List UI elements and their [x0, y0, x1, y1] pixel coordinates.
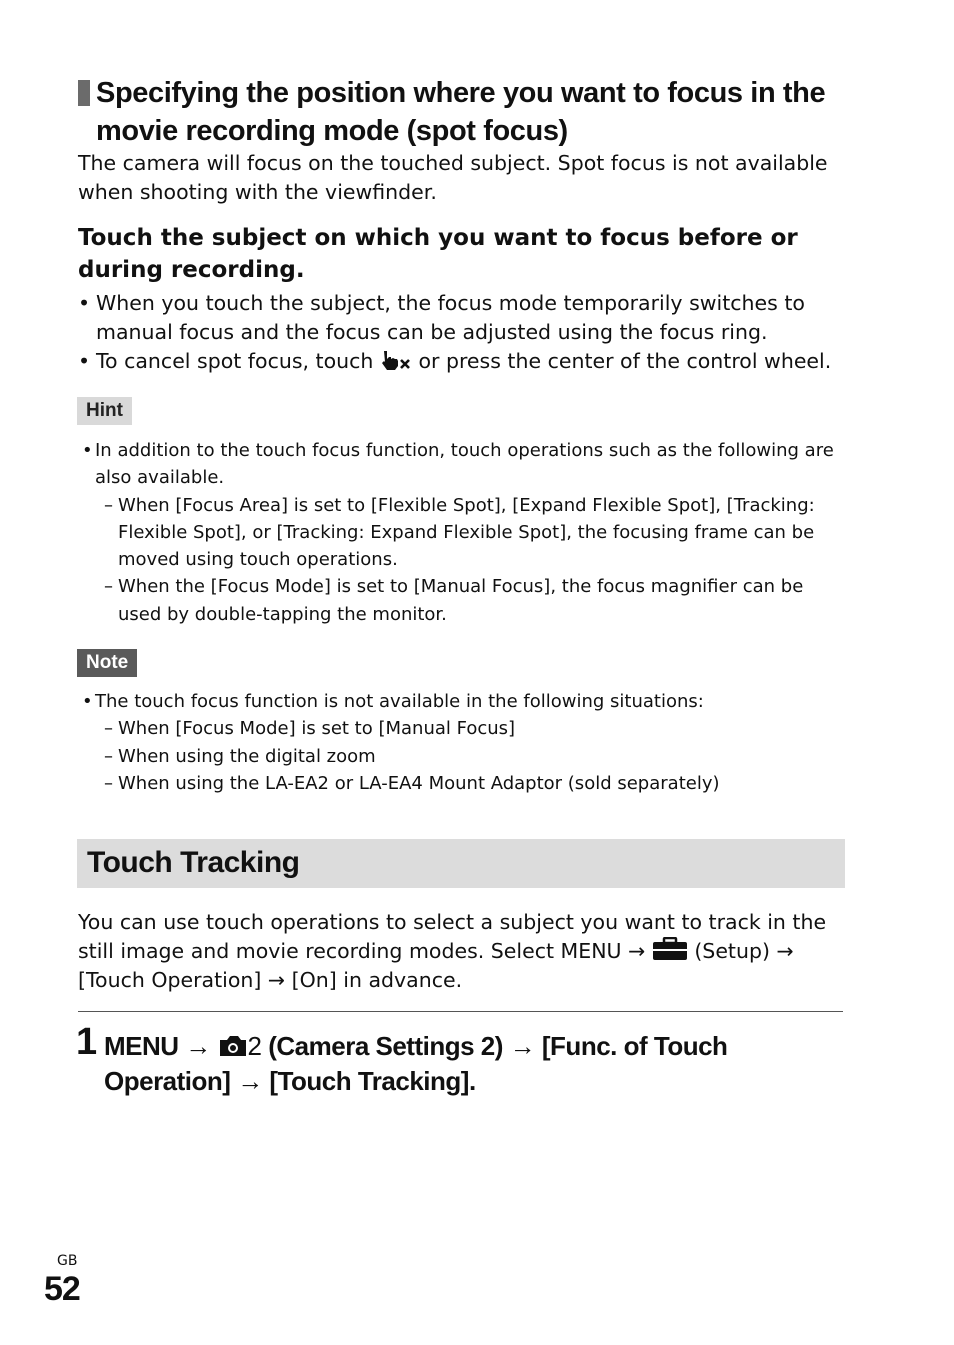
intro-text: [Touch Operation] — [78, 968, 262, 992]
bullet-item: • To cancel spot focus, touch or press the center of the control wheel. — [78, 349, 832, 373]
page-number: 52 — [44, 1270, 80, 1308]
hint-subitem: – When the [Focus Mode] is set to [Manual Focus], the focus magnifier can be used by double-tapping the monitor. — [104, 576, 804, 625]
step-part: [Func. of Touch Operation] — [104, 1031, 728, 1096]
step-tab-number: 2 — [247, 1031, 262, 1061]
arrow-icon: → — [237, 1066, 263, 1096]
divider — [78, 1011, 843, 1012]
bullet-item: • When you touch the subject, the focus mode temporarily switches to manual focus and the focus can be adjusted using the focus ring. — [78, 291, 805, 344]
note-subitem: – When using the LA-EA2 or LA-EA4 Mount Adaptor (sold separately) — [104, 772, 720, 794]
intro-text: You can use touch operations to select a subject you want to track in the still image and movie recording modes. Select MENU — [78, 910, 827, 963]
hint-subitem-text: When the [Focus Mode] is set to [Manual Focus], the focus magnifier can be used by double-tapping the monitor. — [118, 576, 804, 625]
arrow-icon: → — [267, 968, 286, 992]
touch-tracking-header — [77, 839, 845, 888]
cancel-spot-focus-icon — [380, 349, 412, 371]
arrow-icon: → — [628, 939, 646, 963]
toolbox-icon — [652, 937, 688, 961]
arrow-icon: → — [509, 1031, 536, 1061]
hint-label: Hint — [77, 397, 132, 425]
camera-icon — [218, 1034, 248, 1058]
note-subitem-text: When [Focus Mode] is set to [Manual Focus] — [118, 718, 516, 740]
step-menu: MENU — [104, 1031, 179, 1061]
hint-block — [82, 437, 852, 628]
hint-item: • In addition to the touch focus function, touch operations such as the following are also available. — [82, 440, 834, 489]
note-label: Note — [77, 649, 137, 677]
note-subitem: – When [Focus Mode] is set to [Manual Focus] — [104, 718, 516, 740]
note-subitem: – When using the digital zoom — [104, 745, 376, 767]
touch-tracking-title: Touch Tracking — [87, 846, 300, 879]
step-part: (Camera Settings 2) — [268, 1031, 503, 1061]
arrow-icon: → — [185, 1031, 211, 1061]
step-text — [104, 1029, 849, 1099]
note-subitem-text: When using the digital zoom — [118, 745, 376, 767]
bullet-text: When you touch the subject, the focus mode temporarily switches to manual focus and the focus can be adjusted using the focus ring. — [96, 291, 805, 344]
bullet-text: or press the center of the control wheel. — [418, 349, 832, 373]
note-item: • The touch focus function is not available in the following situations: — [82, 691, 704, 712]
step-part: [Touch Tracking]. — [269, 1066, 476, 1096]
instruction-heading: Touch the subject on which you want to focus before or during recording. — [78, 225, 798, 283]
note-subitem-text: When using the LA-EA2 or LA-EA4 Mount Adaptor (sold separately) — [118, 772, 720, 794]
hint-subitem-text: When [Focus Area] is set to [Flexible Spot], [Expand Flexible Spot], [Tracking: Flexible Spot], or [Tracking: Expand Flexible Spot], the focusing frame can be moved using touch operations. — [118, 494, 815, 571]
intro-text: [On] in advance. — [291, 968, 463, 992]
arrow-icon: → — [776, 939, 794, 963]
hint-text: In addition to the touch focus function, touch operations such as the following are also available. — [95, 440, 834, 489]
section-heading — [78, 74, 858, 150]
touch-tracking-intro — [78, 908, 848, 995]
section-marker — [78, 80, 90, 106]
step-number: 1 — [76, 1021, 98, 1063]
section-heading-text: Specifying the position where you want to focus in the movie recording mode (spot focus) — [96, 77, 826, 147]
region-code: GB — [57, 1253, 78, 1269]
section-lead: The camera will focus on the touched subject. Spot focus is not available when shooting with the viewfinder. — [78, 151, 828, 204]
note-block — [82, 688, 852, 797]
instruction-bullets — [78, 289, 858, 376]
note-text: The touch focus function is not available in the following situations: — [95, 691, 704, 712]
intro-text: (Setup) — [694, 939, 770, 963]
bullet-text: To cancel spot focus, touch — [96, 349, 374, 373]
hint-subitem: – When [Focus Area] is set to [Flexible Spot], [Expand Flexible Spot], [Tracking: Flexible Spot], or [Tracking: Expand Flexible Spot], the focusing frame can be moved using touch operations. — [104, 494, 815, 571]
